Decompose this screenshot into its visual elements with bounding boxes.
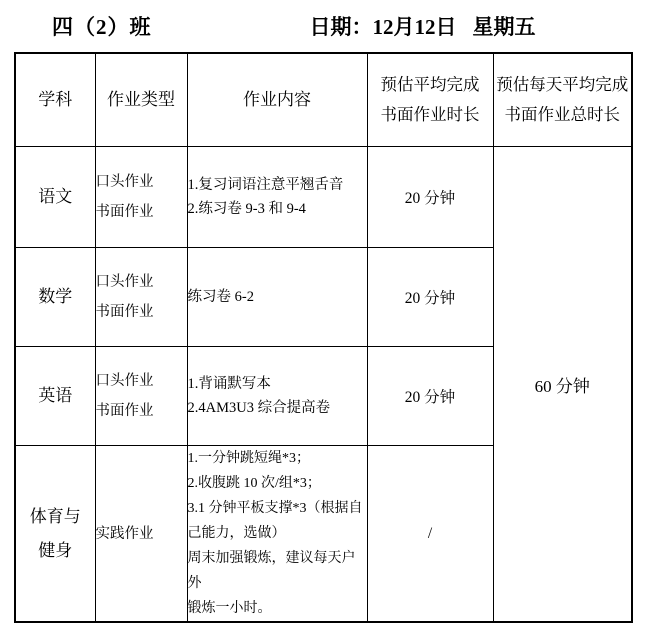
row-subject-english: 英语 <box>15 347 95 446</box>
row-subject-pe <box>15 446 95 623</box>
row-content-pe-line4: 己能力，选做） <box>187 526 286 541</box>
row-subject-chinese: 语文 <box>15 147 95 248</box>
row-content-pe-line6: 锻炼一小时。 <box>187 601 272 616</box>
row-type-math <box>95 248 187 347</box>
column-header-type: 作业类型 <box>95 53 187 147</box>
row-content-chinese <box>187 147 367 248</box>
column-header-subject: 学科 <box>15 53 95 147</box>
row-content-english-line2: 2.4AM3U3 综合提高卷 <box>187 400 331 416</box>
row-content-english <box>187 347 367 446</box>
column-header-content: 作业内容 <box>187 53 367 147</box>
row-type-math-line2: 书面作业 <box>95 304 154 320</box>
row-content-pe-line1: 1.一分钟跳短绳*3； <box>187 451 310 466</box>
row-subject-math: 数学 <box>15 248 95 347</box>
row-content-english-line1: 1.背诵默写本 <box>187 376 271 392</box>
row-content-pe-line2: 2.收腹跳 10 次/组*3； <box>187 476 321 491</box>
row-content-math-line1: 练习卷 6-2 <box>187 289 254 305</box>
row-estimated-pe: / <box>367 446 493 623</box>
row-content-pe-line5: 周末加强锻炼，建议每天户外 <box>187 551 356 591</box>
homework-table <box>14 52 633 623</box>
column-header-total-time-line2: 书面作业总时长 <box>504 105 620 124</box>
table-row <box>15 147 632 248</box>
column-header-estimated-time-line1: 预估平均完成 <box>380 75 480 94</box>
row-type-chinese-line2: 书面作业 <box>95 204 154 220</box>
column-header-total-time-line1: 预估每天平均完成 <box>496 75 629 94</box>
weekday-label: 星期五 <box>472 15 536 39</box>
row-subject-pe-line1: 体育与 <box>29 506 81 526</box>
total-time-cell: 60 分钟 <box>493 147 632 623</box>
column-header-total-time <box>493 53 632 147</box>
row-estimated-math: 20 分钟 <box>367 248 493 347</box>
row-type-english <box>95 347 187 446</box>
date-block <box>310 11 536 41</box>
row-estimated-english: 20 分钟 <box>367 347 493 446</box>
row-type-math-line1: 口头作业 <box>95 274 154 290</box>
row-subject-pe-line2: 健身 <box>38 540 73 560</box>
column-header-estimated-time <box>367 53 493 147</box>
column-header-estimated-time-line2: 书面作业时长 <box>380 105 480 124</box>
row-content-pe <box>187 446 367 623</box>
row-type-pe-line1: 实践作业 <box>95 525 154 542</box>
row-content-pe-line3: 3.1 分钟平板支撑*3（根据自 <box>187 501 363 516</box>
row-type-chinese <box>95 147 187 248</box>
date-label: 日期：12月12日 <box>309 15 457 39</box>
class-label: 四（2）班 <box>52 15 152 39</box>
row-content-math <box>187 248 367 347</box>
row-content-chinese-line2: 2.练习卷 9-3 和 9-4 <box>187 201 306 217</box>
row-type-english-line2: 书面作业 <box>95 403 154 419</box>
row-estimated-chinese: 20 分钟 <box>367 147 493 248</box>
row-content-chinese-line1: 1.复习词语注意平翘舌音 <box>187 177 344 193</box>
row-type-english-line1: 口头作业 <box>95 373 154 389</box>
sheet-header <box>0 0 649 52</box>
row-type-pe <box>95 446 187 623</box>
row-type-chinese-line1: 口头作业 <box>95 174 154 190</box>
table-header-row <box>15 53 632 147</box>
